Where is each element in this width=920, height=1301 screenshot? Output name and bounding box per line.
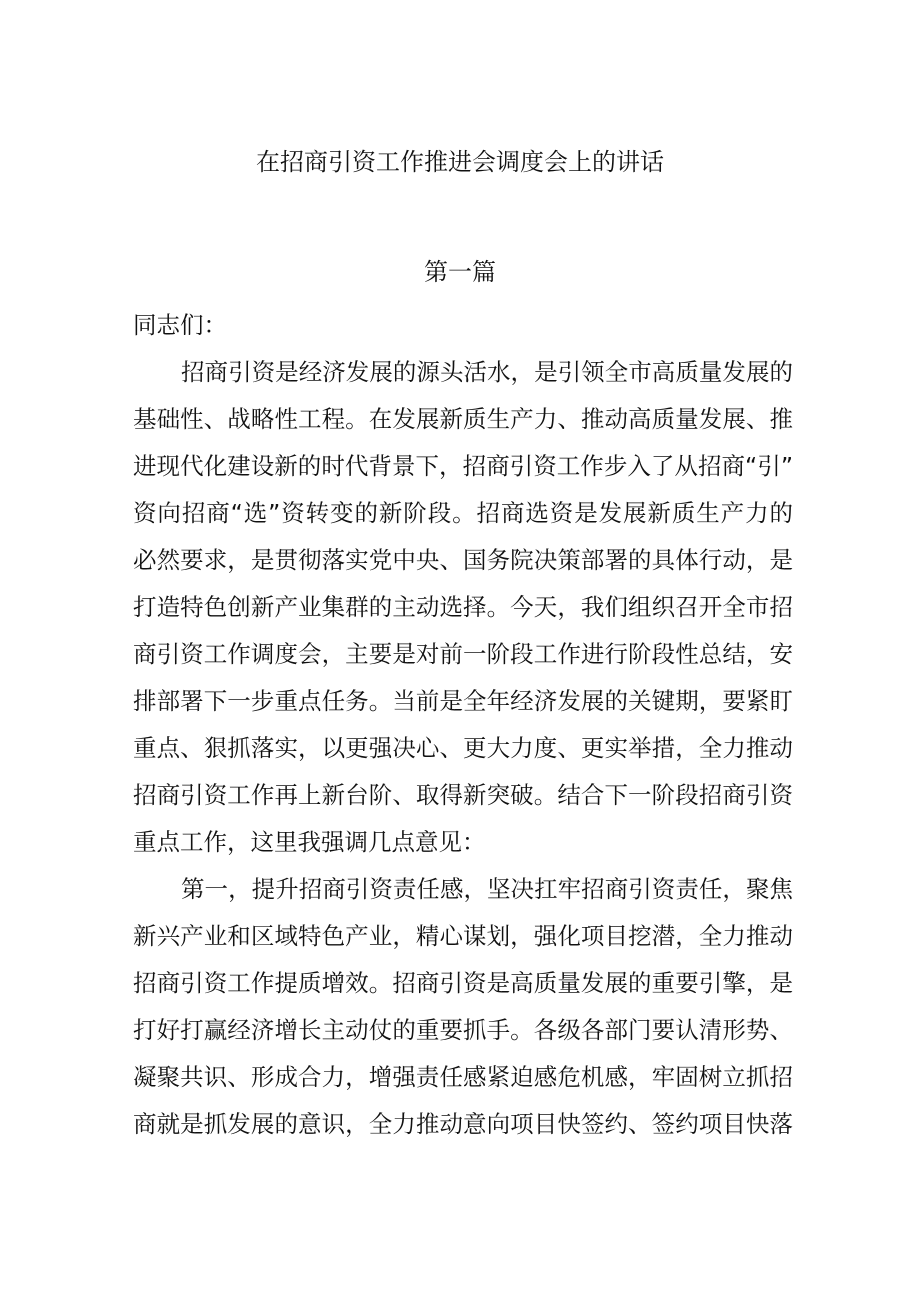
section-heading: 第一篇 — [424, 258, 496, 286]
document-title: 在招商引资工作推进会调度会上的讲话 — [256, 148, 664, 176]
paragraph-line: 重点工作，这里我强调几点意见： — [133, 828, 486, 856]
paragraph-line: 必然要求，是贯彻落实党中央、国务院决策部署的具体行动，是 — [133, 546, 793, 574]
paragraph-line: 新兴产业和区域特色产业，精心谋划，强化项目挖潜，全力推动 — [133, 922, 793, 950]
paragraph-line: 基础性、战略性工程。在发展新质生产力、推动高质量发展、推 — [133, 405, 793, 433]
paragraph-line: 招商引资工作再上新台阶、取得新突破。结合下一阶段招商引资 — [133, 781, 793, 809]
paragraph-line: 凝聚共识、形成合力，增强责任感紧迫感危机感，牢固树立抓招 — [133, 1063, 793, 1091]
paragraph-line: 打好打赢经济增长主动仗的重要抓手。各级各部门要认清形势、 — [133, 1016, 793, 1044]
paragraph-line: 排部署下一步重点任务。当前是全年经济发展的关键期，要紧盯 — [133, 687, 793, 715]
paragraph-line: 进现代化建设新的时代背景下，招商引资工作步入了从招商“引” — [133, 452, 793, 480]
document-body — [133, 302, 793, 1148]
paragraph-line: 招商引资工作提质增效。招商引资是高质量发展的重要引擎，是 — [133, 969, 793, 997]
paragraph-line: 打造特色创新产业集群的主动选择。今天，我们组织召开全市招 — [133, 593, 793, 621]
paragraph-2 — [133, 866, 793, 1148]
paragraph-line: 第一，提升招商引资责任感，坚决扛牢招商引资责任，聚焦 — [181, 875, 793, 903]
paragraph-line: 商引资工作调度会，主要是对前一阶段工作进行阶段性总结，安 — [133, 640, 793, 668]
paragraph-line: 招商引资是经济发展的源头活水，是引领全市高质量发展的 — [181, 358, 793, 386]
paragraph-line: 商就是抓发展的意识，全力推动意向项目快签约、签约项目快落 — [133, 1110, 793, 1138]
greeting: 同志们： — [133, 311, 227, 339]
paragraph-line: 重点、狠抓落实，以更强决心、更大力度、更实举措，全力推动 — [133, 734, 793, 762]
paragraph-line: 资向招商“选”资转变的新阶段。招商选资是发展新质生产力的 — [133, 499, 793, 527]
paragraph-1 — [133, 349, 793, 866]
